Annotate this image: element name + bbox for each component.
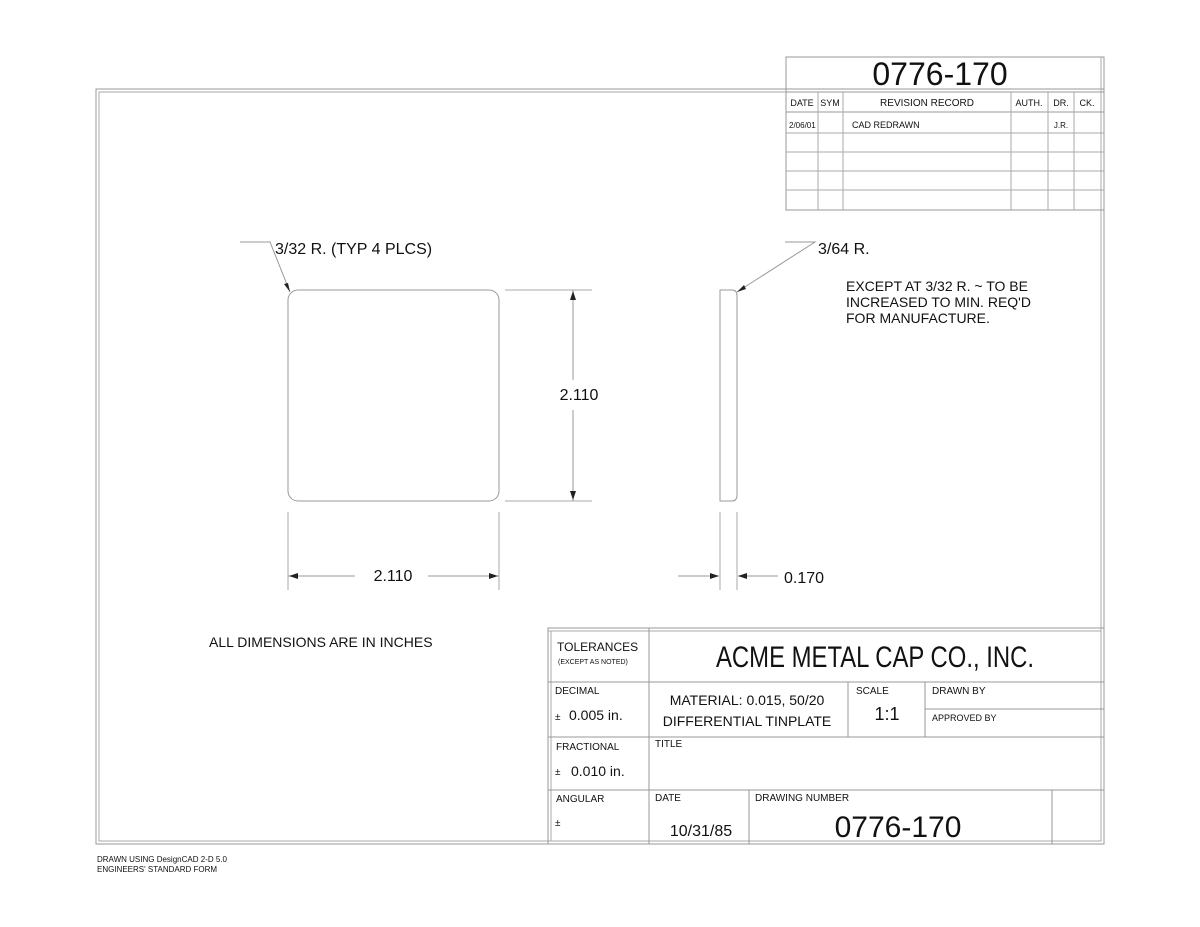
- decimal-value: 0.005 in.: [569, 707, 623, 723]
- rev-header-sym: SYM: [820, 98, 840, 108]
- scale-value: 1:1: [874, 704, 900, 724]
- company-name: ACME METAL CAP CO., INC.: [716, 641, 1034, 674]
- angular-plus-minus: ±: [555, 818, 561, 829]
- rev-header-record: REVISION RECORD: [880, 98, 974, 109]
- height-dimension: 2.110: [559, 387, 599, 404]
- drawn-by-label: DRAWN BY: [932, 686, 986, 697]
- material-line-2: DIFFERENTIAL TINPLATE: [662, 713, 832, 729]
- fractional-label: FRACTIONAL: [556, 742, 620, 753]
- tolerances-label: TOLERANCES: [557, 640, 639, 654]
- title-label: TITLE: [655, 739, 683, 750]
- units-note: ALL DIMENSIONS ARE IN INCHES: [209, 634, 433, 650]
- sheet-border-inner: [99, 92, 1101, 841]
- angular-label: ANGULAR: [556, 794, 605, 805]
- rev-row-dr: J.R.: [1053, 121, 1069, 130]
- material-line-1: MATERIAL: 0.015, 50/20: [669, 692, 825, 708]
- small-radius-note: 3/64 R.: [818, 241, 870, 258]
- scale-label: SCALE: [856, 686, 889, 697]
- rev-header-ck: CK.: [1079, 98, 1095, 108]
- rev-header-auth: AUTH.: [1015, 98, 1043, 108]
- except-note-line-1: EXCEPT AT 3/32 R. ~ TO BE: [846, 278, 1028, 294]
- except-note: [846, 278, 1031, 326]
- drawing-number-label: DRAWING NUMBER: [755, 793, 850, 804]
- drawing-number: 0776-170: [834, 811, 962, 844]
- footer-line-2: ENGINEERS' STANDARD FORM: [97, 865, 218, 874]
- width-dimension: 2.110: [373, 568, 413, 585]
- tolerances-sub: (EXCEPT AS NOTED): [558, 659, 628, 666]
- fractional-value: 0.010 in.: [571, 763, 625, 779]
- revision-block: [786, 56, 1104, 210]
- radius-note: 3/32 R. (TYP 4 PLCS): [275, 241, 433, 258]
- rev-row-record: CAD REDRAWN: [852, 120, 920, 130]
- approved-by-label: APPROVED BY: [932, 713, 997, 723]
- rev-header-dr: DR.: [1053, 98, 1069, 108]
- footer-line-1: DRAWN USING DesignCAD 2-D 5.0: [97, 855, 227, 864]
- date-value: 10/31/85: [669, 823, 733, 840]
- decimal-plus-minus: ±: [555, 712, 561, 723]
- revision-drawing-number: 0776-170: [872, 56, 1008, 92]
- title-block: [548, 628, 1104, 844]
- part-side-view: [678, 241, 870, 590]
- decimal-label: DECIMAL: [555, 686, 600, 697]
- except-note-line-2: INCREASED TO MIN. REQ'D: [846, 294, 1031, 310]
- thickness-dimension: 0.170: [784, 570, 825, 587]
- date-label: DATE: [655, 793, 681, 804]
- rev-header-date: DATE: [790, 98, 814, 108]
- part-front-view: [240, 241, 599, 590]
- rev-row-date: 2/06/01: [789, 121, 816, 130]
- except-note-line-3: FOR MANUFACTURE.: [846, 310, 990, 326]
- fractional-plus-minus: ±: [555, 767, 561, 778]
- sheet-border-outer: [96, 89, 1104, 844]
